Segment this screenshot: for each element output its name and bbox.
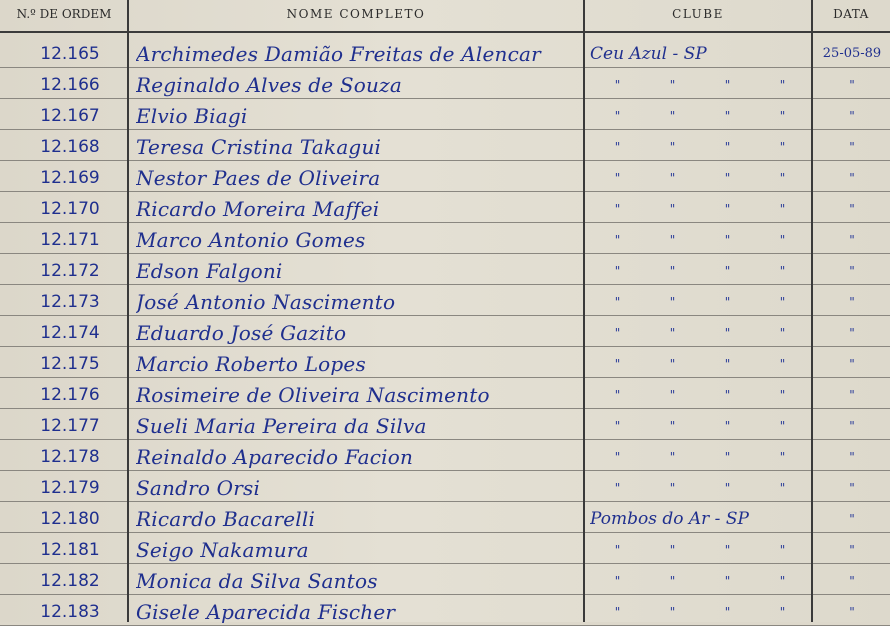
column-header-club: CLUBE — [672, 7, 724, 21]
ditto-mark: " — [779, 171, 786, 185]
ditto-mark: " — [669, 450, 676, 464]
full-name: Elvio Biagi — [136, 104, 248, 128]
table-row — [0, 595, 890, 626]
ditto-mark: " — [779, 233, 786, 247]
ditto-mark: " — [724, 481, 731, 495]
full-name: Marco Antonio Gomes — [136, 228, 366, 252]
ditto-mark: " — [724, 574, 731, 588]
ditto-mark: " — [724, 202, 731, 216]
ditto-mark: " — [779, 264, 786, 278]
order-number: 12.182 — [40, 571, 100, 591]
ditto-mark: " — [779, 450, 786, 464]
full-name: Ricardo Bacarelli — [136, 507, 316, 531]
ditto-mark: " — [614, 419, 621, 433]
club-ditto-marks — [590, 258, 810, 284]
column-header-date: DATA — [833, 7, 869, 21]
order-number: 12.167 — [40, 106, 100, 126]
ditto-mark: " — [724, 543, 731, 557]
date-ditto-mark: " — [849, 264, 855, 278]
club-ditto-marks — [590, 320, 810, 346]
date-ditto-mark: " — [849, 605, 855, 619]
entry-date: 25-05-89 — [822, 46, 882, 61]
full-name: Ricardo Moreira Maffei — [136, 197, 380, 221]
table-row — [0, 533, 890, 564]
ditto-mark: " — [669, 543, 676, 557]
date-ditto-mark: " — [849, 512, 855, 526]
date-ditto-mark: " — [849, 233, 855, 247]
column-divider-order — [127, 0, 129, 622]
order-number: 12.183 — [40, 602, 100, 622]
club-ditto-marks — [590, 537, 810, 563]
ditto-mark: " — [669, 574, 676, 588]
full-name: Monica da Silva Santos — [136, 569, 378, 593]
order-number: 12.181 — [40, 540, 100, 560]
full-name: Teresa Cristina Takagui — [136, 135, 382, 159]
ditto-mark: " — [779, 109, 786, 123]
column-divider-club — [811, 0, 813, 622]
order-number: 12.171 — [40, 230, 100, 250]
ditto-mark: " — [779, 140, 786, 154]
table-row — [0, 471, 890, 502]
ditto-mark: " — [724, 419, 731, 433]
ditto-mark: " — [724, 450, 731, 464]
full-name: Sueli Maria Pereira da Silva — [136, 414, 427, 438]
table-row — [0, 68, 890, 99]
ditto-mark: " — [669, 78, 676, 92]
order-number: 12.179 — [40, 478, 100, 498]
table-row — [0, 440, 890, 471]
order-number: 12.178 — [40, 447, 100, 467]
full-name: Marcio Roberto Lopes — [136, 352, 366, 376]
date-ditto-mark: " — [849, 171, 855, 185]
full-name: Nestor Paes de Oliveira — [136, 166, 381, 190]
table-row — [0, 99, 890, 130]
club-ditto-marks — [590, 444, 810, 470]
full-name: Edson Falgoni — [136, 259, 283, 283]
ditto-mark: " — [669, 233, 676, 247]
order-number: 12.170 — [40, 199, 100, 219]
club-ditto-marks — [590, 227, 810, 253]
club-name: Ceu Azul - SP — [590, 44, 707, 64]
ditto-mark: " — [669, 171, 676, 185]
ditto-mark: " — [779, 543, 786, 557]
ditto-mark: " — [779, 202, 786, 216]
table-row — [0, 223, 890, 254]
ditto-mark: " — [614, 295, 621, 309]
table-row — [0, 130, 890, 161]
club-name: Pombos do Ar - SP — [590, 509, 749, 529]
ditto-mark: " — [614, 388, 621, 402]
club-ditto-marks — [590, 475, 810, 501]
column-header-name: NOME COMPLETO — [286, 7, 426, 21]
club-ditto-marks — [590, 289, 810, 315]
ditto-mark: " — [614, 481, 621, 495]
ditto-mark: " — [614, 109, 621, 123]
table-row — [0, 37, 890, 68]
ditto-mark: " — [614, 140, 621, 154]
order-number: 12.173 — [40, 292, 100, 312]
date-ditto-mark: " — [849, 481, 855, 495]
ditto-mark: " — [724, 233, 731, 247]
date-ditto-mark: " — [849, 109, 855, 123]
ditto-mark: " — [614, 326, 621, 340]
ditto-mark: " — [669, 140, 676, 154]
date-ditto-mark: " — [849, 295, 855, 309]
ditto-mark: " — [614, 264, 621, 278]
ditto-mark: " — [614, 543, 621, 557]
table-header — [0, 0, 890, 31]
ditto-mark: " — [724, 326, 731, 340]
club-ditto-marks — [590, 413, 810, 439]
date-ditto-mark: " — [849, 326, 855, 340]
order-number: 12.169 — [40, 168, 100, 188]
ditto-mark: " — [614, 357, 621, 371]
table-row — [0, 161, 890, 192]
club-ditto-marks — [590, 568, 810, 594]
date-ditto-mark: " — [849, 543, 855, 557]
ditto-mark: " — [724, 264, 731, 278]
header-divider — [0, 31, 890, 33]
club-ditto-marks — [590, 351, 810, 377]
ditto-mark: " — [724, 295, 731, 309]
ditto-mark: " — [779, 388, 786, 402]
ditto-mark: " — [614, 78, 621, 92]
order-number: 12.174 — [40, 323, 100, 343]
column-divider-name — [583, 0, 585, 622]
full-name: Reginaldo Alves de Souza — [136, 73, 402, 97]
ditto-mark: " — [669, 605, 676, 619]
ditto-mark: " — [669, 109, 676, 123]
full-name: Eduardo José Gazito — [136, 321, 347, 345]
ditto-mark: " — [724, 78, 731, 92]
full-name: Gisele Aparecida Fischer — [136, 600, 396, 624]
club-ditto-marks — [590, 382, 810, 408]
order-number: 12.177 — [40, 416, 100, 436]
date-ditto-mark: " — [849, 140, 855, 154]
ditto-mark: " — [724, 140, 731, 154]
order-number: 12.172 — [40, 261, 100, 281]
table-row — [0, 409, 890, 440]
ditto-mark: " — [724, 109, 731, 123]
order-number: 12.180 — [40, 509, 100, 529]
club-ditto-marks — [590, 134, 810, 160]
ditto-mark: " — [779, 574, 786, 588]
club-ditto-marks — [590, 599, 810, 625]
club-ditto-marks — [590, 165, 810, 191]
order-number: 12.175 — [40, 354, 100, 374]
club-ditto-marks — [590, 103, 810, 129]
ditto-mark: " — [779, 605, 786, 619]
table-row — [0, 564, 890, 595]
date-ditto-mark: " — [849, 202, 855, 216]
ditto-mark: " — [779, 78, 786, 92]
ditto-mark: " — [669, 357, 676, 371]
full-name: Reinaldo Aparecido Facion — [136, 445, 414, 469]
full-name: Archimedes Damião Freitas de Alencar — [136, 42, 541, 66]
table-row — [0, 347, 890, 378]
ditto-mark: " — [669, 419, 676, 433]
date-ditto-mark: " — [849, 388, 855, 402]
order-number: 12.166 — [40, 75, 100, 95]
ditto-mark: " — [779, 326, 786, 340]
ditto-mark: " — [614, 574, 621, 588]
date-ditto-mark: " — [849, 419, 855, 433]
ditto-mark: " — [724, 171, 731, 185]
ditto-mark: " — [779, 481, 786, 495]
club-ditto-marks — [590, 196, 810, 222]
ditto-mark: " — [779, 357, 786, 371]
ditto-mark: " — [669, 295, 676, 309]
full-name: Seigo Nakamura — [136, 538, 309, 562]
order-number: 12.165 — [40, 44, 100, 64]
date-ditto-mark: " — [849, 574, 855, 588]
ditto-mark: " — [779, 419, 786, 433]
table-row — [0, 254, 890, 285]
ditto-mark: " — [724, 357, 731, 371]
ditto-mark: " — [779, 295, 786, 309]
table-row — [0, 192, 890, 223]
order-number: 12.176 — [40, 385, 100, 405]
club-ditto-marks — [590, 72, 810, 98]
order-number: 12.168 — [40, 137, 100, 157]
ditto-mark: " — [614, 171, 621, 185]
table-row — [0, 316, 890, 347]
table-row — [0, 378, 890, 409]
table-row — [0, 285, 890, 316]
ditto-mark: " — [614, 605, 621, 619]
date-ditto-mark: " — [849, 450, 855, 464]
ditto-mark: " — [669, 264, 676, 278]
ditto-mark: " — [614, 233, 621, 247]
ditto-mark: " — [724, 605, 731, 619]
ditto-mark: " — [614, 202, 621, 216]
ditto-mark: " — [669, 202, 676, 216]
full-name: Sandro Orsi — [136, 476, 261, 500]
ditto-mark: " — [724, 388, 731, 402]
date-ditto-mark: " — [849, 357, 855, 371]
full-name: Rosimeire de Oliveira Nascimento — [136, 383, 490, 407]
ditto-mark: " — [669, 481, 676, 495]
ditto-mark: " — [669, 326, 676, 340]
ditto-mark: " — [669, 388, 676, 402]
full-name: José Antonio Nascimento — [136, 290, 396, 314]
ditto-mark: " — [614, 450, 621, 464]
table-row — [0, 502, 890, 533]
date-ditto-mark: " — [849, 78, 855, 92]
column-header-order: N.º DE ORDEM — [16, 7, 112, 21]
